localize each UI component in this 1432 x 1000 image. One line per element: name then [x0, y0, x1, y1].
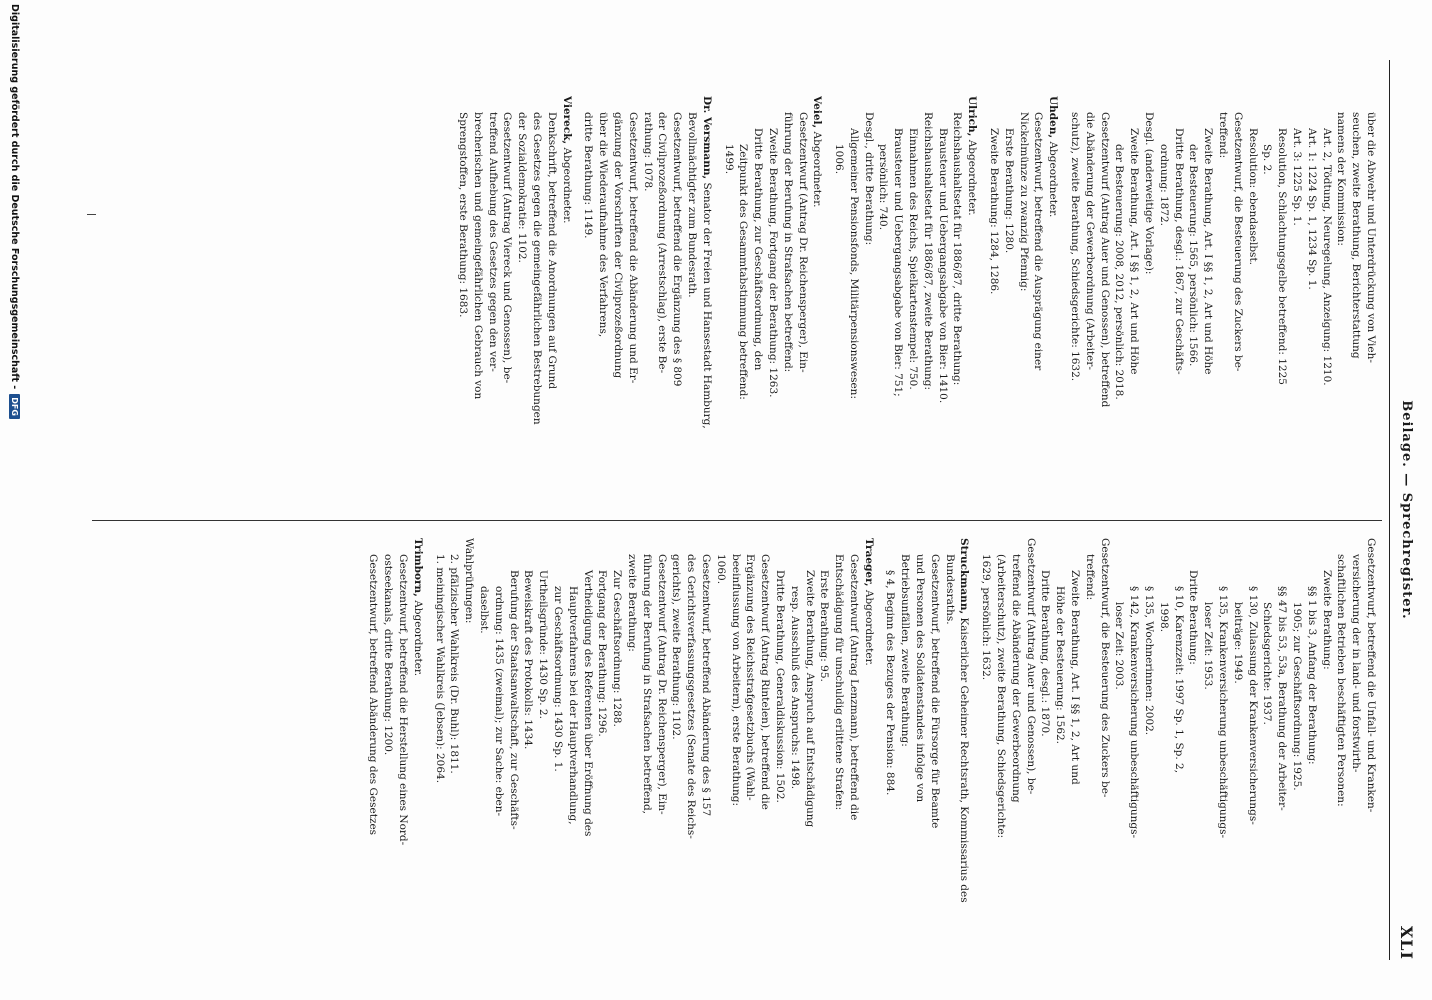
- credit-text: Digitalisierung gefördert durch die Deutsche Forschungsgemeinschaft -: [9, 4, 20, 390]
- entry-line: [1126, 112, 1141, 504]
- entry-line: [1031, 112, 1046, 504]
- entry-text: der Sozialdemokratie: 1102.: [516, 112, 529, 263]
- entry-text: seuchen, zweite Berathung, Berichterstattung: [1350, 112, 1363, 359]
- entry-text: Desgl., dritte Berathung:: [862, 112, 875, 246]
- entry-text: Gesetzentwurf (Antrag Rintelen), betreffend die: [759, 554, 772, 810]
- entry-text: 2. pfälzischer Wahlkreis (Dr. Buhl): 1811.: [448, 554, 461, 774]
- entry-line: [514, 112, 529, 504]
- entry-line: [1348, 112, 1363, 504]
- entry-text: (Arbeiterschutz), zweite Berathung, Schiedsgerichte:: [995, 554, 1008, 839]
- entry-text: Hauptverfahrens bei der Hauptverhandlung,: [566, 586, 579, 825]
- entry-line: [935, 112, 950, 504]
- entry-line: [750, 112, 765, 504]
- entry-line: [1038, 554, 1053, 946]
- entry-line: [500, 112, 515, 504]
- entry-text: Art. 3: 1225 Sp. 1.: [1291, 128, 1304, 226]
- entry-text: des Gesetzes gegen die gemeingefährlichen Bestrebungen: [530, 112, 543, 425]
- entry-text: Zweite Berathung, Anspruch auf Entschädigung: [803, 570, 816, 828]
- entry-text: 1060.: [714, 554, 727, 585]
- entry-text: gerichts), zweite Berathung: 1102.: [670, 554, 683, 740]
- entry-text: ordnung: 1872.: [1157, 144, 1170, 227]
- entry-text: Gesetzentwurf, betreffend die Abänderung und Er-: [626, 112, 639, 384]
- entry-text: Senator der Freien und Hansestadt Hamburg,: [700, 182, 713, 429]
- entry-text: des Gerichtsverfassungsgesetzes (Senate des Reichs-: [685, 554, 698, 839]
- entry-line: [1334, 554, 1349, 946]
- entry-text: Gesetzentwurf (Antrag Auer und Genossen), be-: [1024, 538, 1037, 795]
- entry-text: schaftlichen Betrieben beschäftigten Personen:: [1335, 554, 1348, 807]
- entry-text: Resolution: ebendaselbst.: [1246, 128, 1259, 266]
- entry-text: zweite Berathung:: [625, 554, 638, 652]
- entry-text: resp. Ausschluß des Anspruchs: 1498.: [788, 586, 801, 790]
- entry-line: [1097, 112, 1112, 504]
- entry-line: [380, 554, 395, 946]
- entry-text: Abgeordneter.: [411, 600, 424, 677]
- entry-line: [1348, 554, 1363, 946]
- entry-line: [891, 112, 906, 504]
- entry-line: [559, 96, 574, 504]
- entry-text: Kaiserlicher Geheimer Rechtsrath, Kommissarius des: [958, 617, 971, 903]
- entry-text: führung der Berufung in Strafsachen betreffend,: [640, 554, 653, 815]
- entry-line: [743, 554, 758, 946]
- entry-text: §§ 1 bis 3, Anfang der Berathung:: [1305, 586, 1318, 765]
- entry-line: [876, 112, 891, 504]
- entry-text: Wahlprüfungen:: [463, 538, 476, 624]
- entry-line: [1289, 112, 1304, 504]
- entry-text: Dritte Berathung, Generaldiskussion: 1502.: [773, 570, 786, 803]
- entry-line: [920, 112, 935, 504]
- entry-line: [1067, 112, 1082, 504]
- column-divider: [92, 520, 1382, 521]
- entry-line: [683, 554, 698, 946]
- entry-text: versicherung der in land- und forstwirth-: [1350, 554, 1363, 773]
- entry-line: [1215, 112, 1230, 504]
- entry-text: Zweite Berathung, Art. I §§ 1, 2, Art und: [1069, 570, 1082, 785]
- entry-text: Zweite Berathung, Fortgang der Berathung: 1263.: [766, 128, 779, 398]
- entry-line: [654, 554, 669, 946]
- entry-text: Abgeordneter.: [560, 147, 573, 224]
- entry-line: [1304, 554, 1319, 946]
- entry-text: Vertheidigung des Referenten über Eröffnung des: [581, 570, 594, 837]
- entry-text: Allgemeiner Pensionsfonds, Militärpensionswesen:: [847, 128, 860, 399]
- entry-line: [669, 112, 684, 504]
- entry-text: rathung: 1078.: [641, 112, 654, 192]
- entry-text: über die Wiederaufnahme des Verfahrens,: [597, 112, 610, 338]
- entry-line: [1319, 112, 1334, 504]
- speaker-name: Viereck,: [560, 96, 573, 145]
- entry-line: [795, 112, 810, 504]
- entry-text: Zweite Berathung:: [1320, 570, 1333, 670]
- entry-text: Ergänzung des Reichsstrafgesetzbuchs (Wahl-: [744, 554, 757, 801]
- entry-text: Beweiskraft des Protokolls: 1434.: [522, 570, 535, 750]
- entry-text: Gesetzentwurf, die Besteuerung des Zuckers be-: [1098, 538, 1111, 798]
- entry-line: [529, 112, 544, 504]
- entry-line: [1045, 96, 1060, 504]
- entry-line: [1186, 112, 1201, 504]
- entry-line: [506, 554, 521, 946]
- entry-text: Gesetzentwurf, betreffend die Ausprägung einer: [1032, 112, 1045, 371]
- entry-line: [1001, 112, 1016, 504]
- entry-line: [1289, 554, 1304, 946]
- entry-text: treffend:: [1083, 554, 1096, 601]
- entry-line: [595, 554, 610, 946]
- entry-line: [595, 112, 610, 504]
- entry-text: treffend die Abänderung der Gewerbeordnung: [1009, 554, 1022, 803]
- entry-text: Einnahmen des Reichs, Spielkartenstempel: 750.: [907, 128, 920, 390]
- entry-line: [810, 96, 825, 504]
- register-entry: [432, 538, 876, 946]
- entry-line: [1171, 112, 1186, 504]
- entry-line: [1215, 554, 1230, 946]
- entry-line: [432, 554, 447, 946]
- entry-text: Dritte Berathung, zur Geschäftsordnung, den: [752, 128, 765, 371]
- entry-line: [728, 554, 743, 946]
- entry-line: [1052, 554, 1067, 946]
- entry-text: Brausteuer und Uebergangsabgabe von Bier: 751;: [892, 128, 905, 397]
- entry-line: [447, 554, 462, 946]
- entry-text: treffend Aufhebung des Gesetzes gegen den ver-: [486, 112, 499, 372]
- entry-line: [1082, 112, 1097, 504]
- page-number: XLI: [1397, 925, 1416, 960]
- entry-line: [1156, 554, 1171, 946]
- entry-text: Berufung der Staatsanwaltschaft, zur Geschäfts-: [507, 570, 520, 830]
- entry-text: und Personen des Soldatenstandes infolge von: [914, 554, 927, 803]
- entry-text: 1905; zur Geschäftsordnung: 1925.: [1291, 602, 1304, 791]
- entry-text: dritte Berathung: 1149.: [582, 112, 595, 239]
- entry-text: Dritte Berathung:: [1187, 570, 1200, 665]
- page-header: [1389, 60, 1416, 960]
- entry-text: Gesetzentwurf, betreffend die Fürsorge für Beamte: [928, 554, 941, 829]
- entry-text: treffend:: [1217, 112, 1230, 159]
- entry-line: [1141, 112, 1156, 504]
- speaker-name: Veiel,: [811, 96, 824, 129]
- entry-text: Zweite Berathung, Art. I §§ 1, 2, Art und Höhe: [1128, 128, 1141, 375]
- speaker-name: Uhden,: [1047, 96, 1060, 139]
- entry-line: [950, 112, 965, 504]
- entry-text: daselbst.: [477, 586, 490, 634]
- register-entry: [831, 96, 979, 504]
- entry-line: [639, 554, 654, 946]
- entry-text: namens der Kommission:: [1335, 112, 1348, 246]
- entry-text: Erste Berathung: 95.: [818, 570, 831, 682]
- entry-text: § 135, Wochnerinnen: 2002.: [1143, 586, 1156, 736]
- entry-text: Brausteuer und Uebergangsabgabe von Bier: 1410.: [936, 128, 949, 404]
- entry-text: Entschädigung für unschuldig erlittene Strafen:: [833, 554, 846, 811]
- entry-text: Gesetzentwurf, betreffend Abänderung des Gesetzes: [367, 554, 380, 836]
- entry-line: [1008, 554, 1023, 946]
- entry-text: beiträge: 1949.: [1231, 602, 1244, 684]
- entry-line: [861, 112, 876, 504]
- register-entry: [1067, 96, 1378, 504]
- entry-text: Gesetzentwurf (Antrag Dr. Reichensperger), Ein-: [655, 554, 668, 815]
- entry-line: [1363, 112, 1378, 504]
- entry-line: [736, 112, 751, 504]
- entry-text: Zeitpunkt des Gesammtabstimmung betreffend:: [737, 144, 750, 400]
- entry-text: ostseekanals, dritte Berathung: 1200.: [382, 554, 395, 756]
- entry-text: Zweite Berathung: 1284, 1286.: [988, 128, 1001, 295]
- entry-line: [565, 554, 580, 946]
- entry-line: [1016, 112, 1031, 504]
- entry-text: Abgeordneter.: [1047, 141, 1060, 218]
- entry-line: [669, 554, 684, 946]
- entry-line: [1319, 554, 1334, 946]
- entry-line: [1260, 554, 1275, 946]
- entry-text: Betriebsunfällen, zweite Berathung:: [899, 554, 912, 747]
- entry-text: Bevollmächtigter zum Bundesrath.: [685, 112, 698, 298]
- register-entry: [986, 96, 1060, 504]
- entry-text: Sp. 2.: [1261, 144, 1274, 175]
- entry-text: Gesetzentwurf, betreffend die Herstellung eines Nord-: [397, 554, 409, 846]
- entry-line: [544, 112, 559, 504]
- entry-text: Nickelmünze zu zwanzig Pfennig:: [1017, 112, 1030, 292]
- entry-line: [802, 554, 817, 946]
- entry-text: Resolution, Schlachtungsgelbe betreffend: 1225: [1276, 128, 1289, 385]
- entry-text: zur Geschäftsordnung: 1430 Sp. 1.: [551, 586, 564, 772]
- entry-text: Schiedsgerichte: 1937.: [1261, 602, 1274, 725]
- register-entry: [978, 538, 1378, 946]
- entry-line: [905, 112, 920, 504]
- entry-line: [1156, 112, 1171, 504]
- entry-text: Denkschrift, betreffend die Anordnungen auf Grund: [545, 112, 558, 390]
- left-column: [359, 538, 1378, 946]
- entry-text: Bundesraths.: [943, 554, 956, 625]
- entry-text: der Besteuerung: 2008, 2012, persönlich: 2018.: [1113, 144, 1126, 400]
- entry-line: [485, 112, 500, 504]
- right-column: [448, 96, 1378, 504]
- entry-line: [1230, 554, 1245, 946]
- entry-text: Gesetzentwurf, betreffend Abänderung des § 157: [699, 554, 712, 817]
- entry-line: [624, 554, 639, 946]
- entry-line: [609, 554, 624, 946]
- entry-line: [1141, 554, 1156, 946]
- entry-text: Abgeordneter.: [862, 589, 875, 666]
- entry-text: § 4, Beginn des Bezuges der Pension: 884.: [884, 570, 897, 796]
- entry-line: [1067, 554, 1082, 946]
- entry-line: [366, 554, 381, 946]
- entry-line: [1245, 554, 1260, 946]
- entry-text: Zweite Berathung, Art. I §§ 1, 2, Art und Höhe: [1202, 128, 1215, 375]
- entry-text: Art. 2, Tödtung, Neuregelung, Anzeigung: 1210.: [1320, 128, 1333, 386]
- printer-mark: [87, 214, 96, 215]
- entry-line: [655, 112, 670, 504]
- speaker-name: Dr. Versmann,: [700, 96, 713, 180]
- entry-line: [470, 112, 485, 504]
- entry-line: [1200, 112, 1215, 504]
- register-entry: [721, 96, 825, 504]
- entry-line: [942, 554, 957, 946]
- entry-text: Reichshaushaltsetat für 1886/87, zweite Berathung:: [921, 112, 934, 391]
- entry-line: [883, 554, 898, 946]
- register-entry: [883, 538, 972, 946]
- entry-line: [580, 554, 595, 946]
- digitization-credit: [9, 4, 20, 419]
- entry-line: [1186, 554, 1201, 946]
- entry-line: [550, 554, 565, 946]
- entry-line: [1097, 538, 1112, 946]
- entry-text: 1006.: [833, 144, 846, 175]
- speaker-name: Ulrich,: [966, 96, 979, 137]
- register-entry: [455, 96, 573, 504]
- entry-text: Abgeordneter.: [966, 139, 979, 216]
- speaker-name: Trimborn,: [411, 538, 424, 597]
- entry-text: ordnung: 1435 (zweimal); zur Sache: eben-: [492, 586, 505, 817]
- entry-line: [993, 554, 1008, 946]
- register-entry: [366, 538, 425, 946]
- register-entry: [581, 96, 714, 504]
- entry-text: 1629, persönlich: 1632.: [980, 554, 993, 681]
- entry-line: [1230, 112, 1245, 504]
- entry-line: [713, 554, 728, 946]
- entry-text: Gesetzentwurf, die Besteuerung des Zuckers be-: [1231, 112, 1244, 372]
- entry-line: [1245, 112, 1260, 504]
- entry-text: loser Zeit: 2003.: [1113, 602, 1126, 690]
- entry-line: [846, 112, 861, 504]
- entry-text: führung der Berufung in Strafsachen betreffend:: [781, 112, 794, 373]
- entry-text: die Abänderung der Gewerbeordnung (Arbeiter-: [1083, 112, 1096, 370]
- entry-text: Art. 1: 1224 Sp. 1, 1234 Sp. 1.: [1305, 128, 1318, 290]
- entry-line: [780, 112, 795, 504]
- entry-line: [831, 554, 846, 946]
- entry-line: [978, 554, 993, 946]
- entry-text: Gesetzentwurf, betreffend die Unfall- und Kranken-: [1365, 538, 1377, 813]
- entry-text: Erste Berathung: 1280.: [1002, 128, 1015, 254]
- entry-line: [521, 554, 536, 946]
- entry-line: [957, 538, 972, 946]
- entry-line: [861, 538, 876, 946]
- running-head: Beilage. — Sprechregister.: [1399, 400, 1414, 620]
- entry-line: [757, 554, 772, 946]
- entry-text: Gesetzentwurf (Antrag Dr. Reichensperger), Ein-: [796, 112, 809, 373]
- entry-text: Reichshaushaltsetat für 1886/87, dritte Berathung:: [951, 112, 964, 386]
- entry-text: Abgeordneter.: [811, 131, 824, 208]
- entry-line: [1274, 112, 1289, 504]
- entry-text: loser Zeit: 1953.: [1202, 602, 1215, 690]
- entry-text: Gesetzentwurf (Antrag Viereck und Genossen), be-: [501, 112, 514, 384]
- entry-text: §§ 47 bis 53, 53a, Berathung der Arbeiter-: [1276, 586, 1289, 811]
- entry-line: [640, 112, 655, 504]
- entry-text: beeinflussung von Arbeitern), erste Berathung:: [729, 554, 742, 806]
- entry-text: über die Abwehr und Unterdrückung von Vieh-: [1365, 112, 1377, 363]
- entry-line: [1112, 112, 1127, 504]
- entry-line: [927, 554, 942, 946]
- entry-line: [986, 112, 1001, 504]
- entry-line: [610, 112, 625, 504]
- entry-text: 1499.: [722, 144, 735, 175]
- entry-line: [684, 112, 699, 504]
- entry-text: brecherischen und gemeingefährlichen Gebrauch von: [471, 112, 484, 400]
- entry-text: 1998.: [1157, 602, 1170, 633]
- entry-text: Fortgang der Berathung: 1296.: [596, 570, 609, 737]
- entry-line: [1274, 554, 1289, 946]
- entry-line: [491, 554, 506, 946]
- entry-line: [1200, 554, 1215, 946]
- entry-text: Desgl. (anderweitige Vorlage):: [1143, 112, 1156, 275]
- entry-line: [1126, 554, 1141, 946]
- speaker-name: Traeger,: [862, 538, 875, 587]
- entry-text: Gesetzentwurf (Antrag Lenzmann), betreffend die: [847, 554, 860, 821]
- entry-text: 1. meiningischer Wahlkreis (Jebsen): 2064.: [433, 554, 446, 784]
- entry-line: [831, 112, 846, 504]
- entry-line: [1334, 112, 1349, 504]
- entry-text: § 10, Karenzzeit: 1997 Sp. 1, Sp. 2,: [1172, 586, 1185, 774]
- entry-text: persönlich: 740.: [877, 144, 890, 231]
- entry-line: [698, 554, 713, 946]
- entry-text: schutz), zweite Berathung, Schiedsgerichte: 1632.: [1069, 112, 1082, 382]
- entry-text: § 135, Krankenversicherung unbeschäftigungs-: [1217, 586, 1230, 839]
- entry-text: Sprengstoffen, erste Berathung: 1683.: [456, 112, 469, 318]
- entry-line: [772, 554, 787, 946]
- entry-line: [461, 538, 476, 946]
- entry-line: [765, 112, 780, 504]
- entry-text: der Besteuerung: 1565, persönlich: 1566.: [1187, 144, 1200, 367]
- entry-line: [455, 112, 470, 504]
- entry-text: Dritte Berathung, desgl.: 1867, zur Geschäfts-: [1172, 128, 1185, 375]
- entry-line: [912, 554, 927, 946]
- entry-line: [898, 554, 913, 946]
- entry-line: [721, 112, 736, 504]
- entry-line: [410, 538, 425, 946]
- entry-line: [535, 554, 550, 946]
- entry-line: [395, 554, 410, 946]
- entry-text: Gesetzentwurf, betreffend die Ergänzung des § 809: [671, 112, 684, 387]
- entry-text: Zur Geschäftsordnung: 1288.: [611, 570, 624, 727]
- speaker-name: Struckmann,: [958, 538, 971, 615]
- entry-line: [1023, 538, 1038, 946]
- entry-line: [581, 112, 596, 504]
- entry-line: [476, 554, 491, 946]
- entry-line: [625, 112, 640, 504]
- entry-text: Urtheilsgründe: 1430 Sp. 2.: [537, 570, 550, 719]
- entry-line: [1260, 112, 1275, 504]
- entry-line: [1112, 554, 1127, 946]
- entry-line: [1171, 554, 1186, 946]
- entry-text: Gesetzentwurf (Antrag Auer und Genossen), betreffend: [1098, 112, 1111, 408]
- entry-text: der Civilprozeßordnung (Arrestschlag), erste Be-: [656, 112, 669, 374]
- entry-line: [964, 96, 979, 504]
- entry-text: Höhe der Besteuerung: 1562.: [1054, 586, 1067, 745]
- entry-text: § 142, Krankenversicherung unbeschäftigungs-: [1128, 586, 1141, 839]
- entry-text: § 130, Zulassung der Krankenversicherungs-: [1246, 586, 1259, 825]
- entry-line: [846, 554, 861, 946]
- entry-line: [1082, 554, 1097, 946]
- entry-line: [699, 96, 714, 504]
- entry-line: [817, 554, 832, 946]
- entry-line: [1304, 112, 1319, 504]
- dfg-logo: DFG: [9, 394, 20, 419]
- entry-line: [787, 554, 802, 946]
- entry-text: Dritte Berathung, desgl.: 1870.: [1039, 570, 1052, 737]
- entry-line: [1363, 538, 1378, 946]
- entry-text: gänzung der Vorschriften der Civilprozeßordnung: [611, 112, 624, 379]
